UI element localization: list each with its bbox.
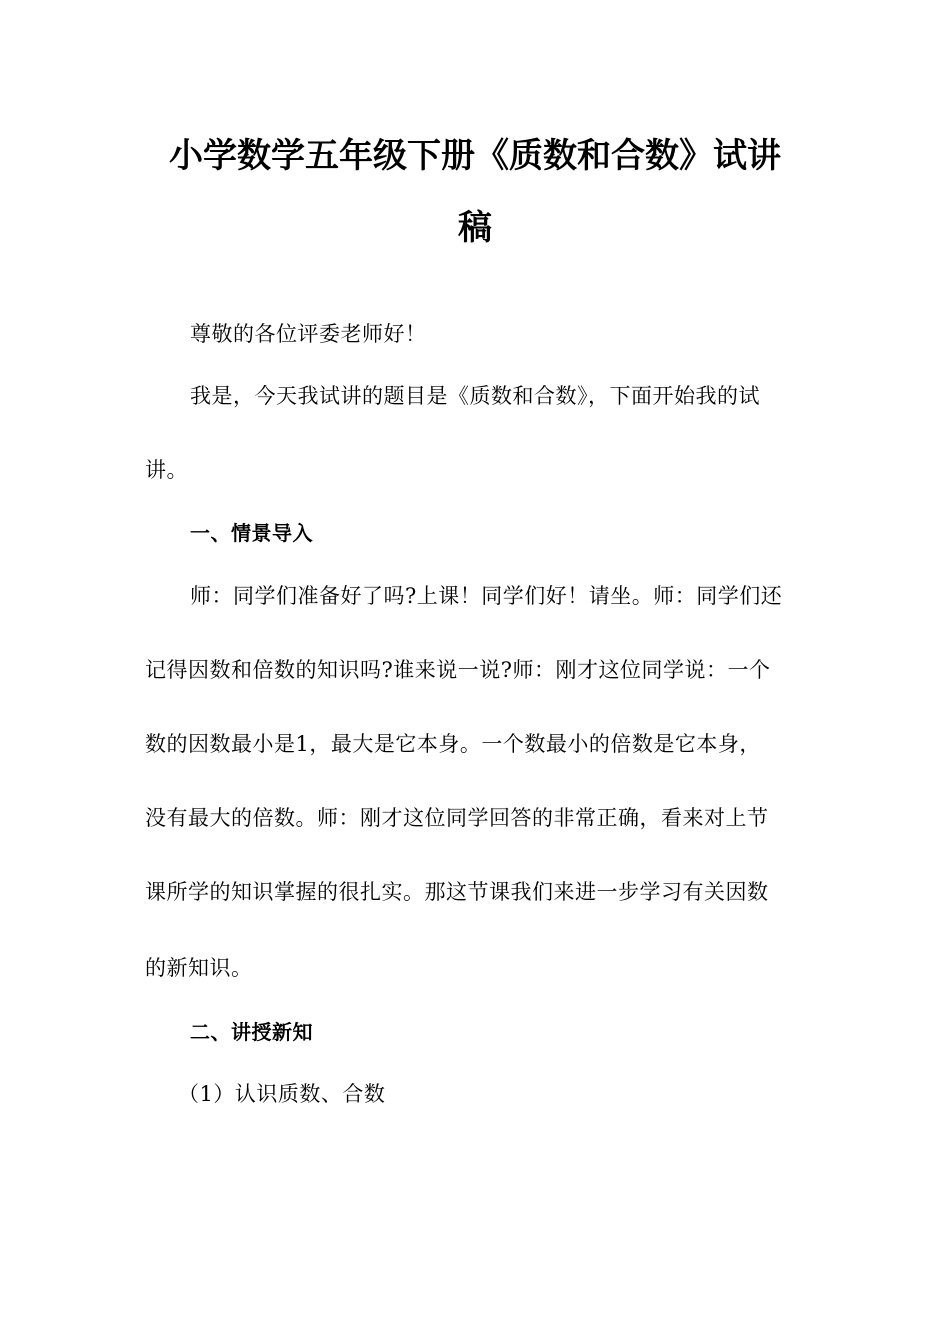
- section1-paragraph-line: 没有最大的倍数。师：刚才这位同学回答的非常正确，看来对上节: [145, 806, 769, 830]
- section1-paragraph-line: 师：同学们准备好了吗?上课！同学们好！请坐。师：同学们还: [190, 584, 783, 608]
- section-heading-new-knowledge: 二、讲授新知: [190, 1020, 313, 1044]
- section1-paragraph-line: 记得因数和倍数的知识吗?谁来说一说?师：刚才这位同学说：一个: [145, 658, 771, 682]
- section1-paragraph-line: 课所学的知识掌握的很扎实。那这节课我们来进一步学习有关因数: [145, 880, 769, 904]
- subsection-heading: （1）认识质数、合数: [178, 1082, 386, 1106]
- section1-paragraph-line: 的新知识。: [145, 956, 253, 980]
- document-title-line-1: 小学数学五年级下册《质数和合数》试讲: [169, 136, 781, 176]
- section1-paragraph-line: 数的因数最小是1，最大是它本身。一个数最小的倍数是它本身，: [145, 732, 761, 756]
- document-title-line-2: 稿: [458, 208, 492, 248]
- section-heading-scenario-intro: 一、情景导入: [190, 521, 313, 545]
- intro-paragraph-line-2: 讲。: [145, 458, 188, 482]
- greeting-paragraph: 尊敬的各位评委老师好！: [190, 322, 427, 346]
- intro-paragraph-line-1: 我是，今天我试讲的题目是《质数和合数》，下面开始我的试: [190, 384, 760, 408]
